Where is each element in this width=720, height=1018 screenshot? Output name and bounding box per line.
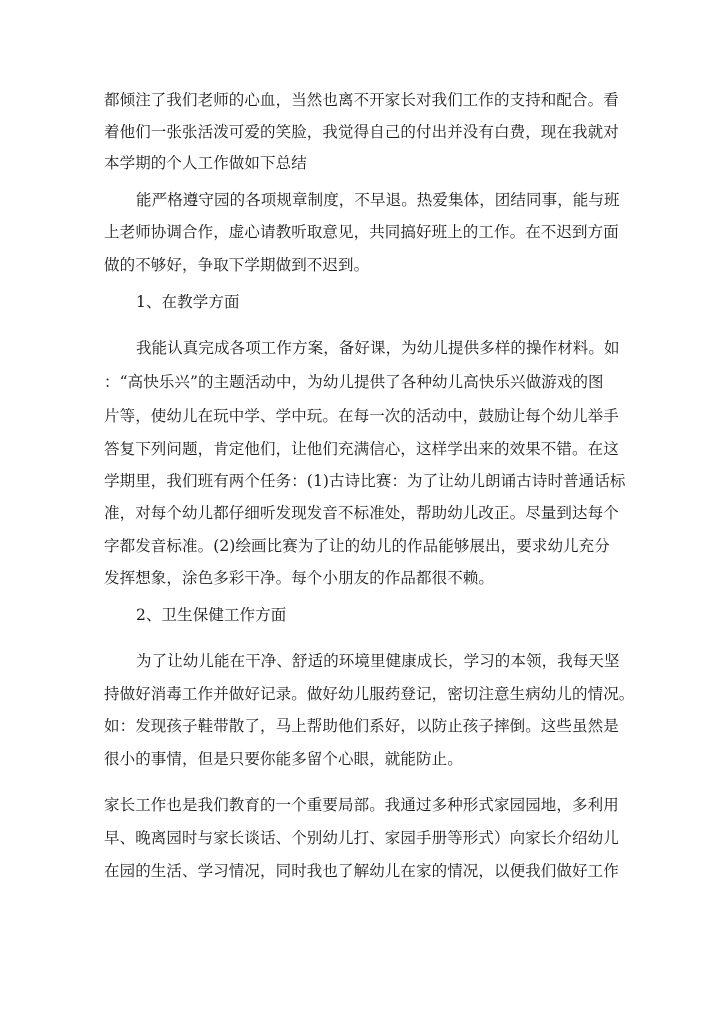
- text-line: [0, 501, 720, 525]
- line-text: 字都发音标准。(2)绘画比赛为了让的幼儿的作品能够展出，要求幼儿充分: [104, 537, 610, 555]
- text-line: [0, 437, 720, 461]
- text-line: [0, 88, 720, 112]
- line-text: 在园的生活、学习情况，同时我也了解幼儿在家的情况，以便我们做好工作: [104, 862, 619, 880]
- text-line: [0, 253, 720, 277]
- section-heading: [0, 290, 720, 314]
- line-text: 为了让幼儿能在干净、舒适的环境里健康成长，学习的本领，我每天坚: [136, 652, 620, 670]
- line-text: 上老师协调合作，虚心请教听取意见，共同搞好班上的工作。在不迟到方面: [104, 223, 619, 241]
- text-line: [0, 370, 720, 394]
- text-line: [0, 747, 720, 771]
- text-line: [0, 682, 720, 706]
- line-text: 准，对每个幼儿都仔细听发现发音不标准处，帮助幼儿改正。尽量到达每个: [104, 504, 619, 522]
- section-heading: [0, 603, 720, 627]
- line-text: 着他们一张张活泼可爱的笑脸，我觉得自己的付出并没有白费，现在我就对: [104, 123, 619, 141]
- line-text: 片等，使幼儿在玩中学、学中玩。在每一次的活动中，鼓励让每个幼儿举手: [104, 407, 619, 425]
- line-text: ：“高快乐兴”的主题活动中，为幼儿提供了各种幼儿高快乐兴做游戏的图: [104, 373, 604, 391]
- line-text: 都倾注了我们老师的心血，当然也离不开家长对我们工作的支持和配合。看: [104, 91, 619, 109]
- section-heading-text: 2、卫生保健工作方面: [136, 606, 287, 624]
- line-text: 持做好消毒工作并做好记录。做好幼儿服药登记，密切注意生病幼儿的情况。: [104, 685, 635, 703]
- text-line: [0, 469, 720, 493]
- section-heading-text: 1、在教学方面: [136, 293, 240, 311]
- text-line: [0, 220, 720, 244]
- line-text: 能严格遵守园的各项规章制度，不早退。热爱集体，团结同事，能与班: [136, 191, 620, 209]
- text-line: [0, 714, 720, 738]
- text-line: [0, 188, 720, 212]
- text-line: [0, 336, 720, 360]
- text-line: [0, 826, 720, 850]
- line-text: 早、晚离园时与家长谈话、个别幼儿打、家园手册等形式）向家长介绍幼儿: [104, 829, 619, 847]
- line-text: 很小的事情，但是只要你能多留个心眼，就能防止。: [104, 750, 463, 768]
- text-line: [0, 151, 720, 175]
- text-line: [0, 534, 720, 558]
- text-line: [0, 649, 720, 673]
- line-text: 本学期的个人工作做如下总结: [104, 154, 307, 172]
- text-line: [0, 793, 720, 817]
- line-text: 家长工作也是我们教育的一个重要局部。我通过多种形式家园园地，多利用: [104, 796, 619, 814]
- line-text: 如：发现孩子鞋带散了，马上帮助他们系好，以防止孩子摔倒。这些虽然是: [104, 717, 619, 735]
- line-text: 做的不够好，争取下学期做到不迟到。: [104, 256, 370, 274]
- text-line: [0, 859, 720, 883]
- line-text: 发挥想象，涂色多彩干净。每个小朋友的作品都很不赖。: [104, 569, 495, 587]
- line-text: 学期里，我们班有两个任务：(1)古诗比赛：为了让幼儿朗诵古诗时普通话标: [104, 472, 626, 490]
- text-line: [0, 566, 720, 590]
- text-line: [0, 120, 720, 144]
- line-text: 答复下列问题，肯定他们，让他们充满信心，这样学出来的效果不错。在这: [104, 440, 619, 458]
- line-text: 我能认真完成各项工作方案，备好课，为幼儿提供多样的操作材料。如: [136, 339, 620, 357]
- text-line: [0, 404, 720, 428]
